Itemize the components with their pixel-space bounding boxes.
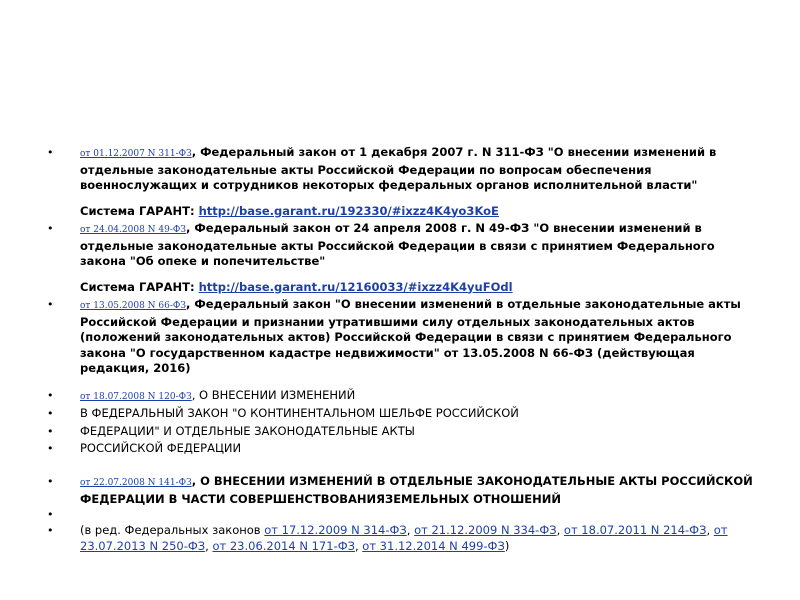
amendment-link[interactable]: от 31.12.2014 N 499-ФЗ	[362, 538, 505, 553]
list-item	[47, 145, 760, 219]
amendment-link[interactable]: от 18.07.2011 N 214-ФЗ	[563, 523, 707, 537]
bullet-icon: •	[47, 407, 54, 420]
law-text: Федеральный закон от 24 апреля 2008 г. N 49-ФЗ "О внесении изменений в отдельные законодательные акты Российской Федерации в связи с принятием Федерального закона "Об опеке и попечительстве"	[80, 221, 715, 268]
list-item	[47, 388, 760, 406]
system-label: Система ГАРАНТ:	[80, 279, 199, 294]
list-item	[47, 474, 760, 507]
bullet-icon: •	[47, 425, 54, 438]
list-item	[47, 424, 760, 440]
law-ref-link[interactable]: от 13.05.2008 N 66-ФЗ	[80, 301, 186, 311]
bullet-icon: •	[47, 524, 54, 537]
amendment-link[interactable]: от 17.12.2009 N 314-ФЗ	[264, 523, 407, 537]
law-ref-link[interactable]: от 01.12.2007 N 311-ФЗ	[80, 149, 192, 159]
separator: ,	[185, 221, 195, 235]
law-ref-link[interactable]: от 24.04.2008 N 49-ФЗ	[80, 225, 186, 235]
amendments-suffix: )	[504, 538, 510, 553]
separator: ,	[191, 145, 201, 159]
law-text: ФЕДЕРАЦИИ" И ОТДЕЛЬНЫЕ ЗАКОНОДАТЕЛЬНЫЕ АКТЫ	[80, 424, 415, 438]
law-text: В ФЕДЕРАЛЬНЫЙ ЗАКОН "О КОНТИНЕНТАЛЬНОМ ШЕЛЬФЕ РОССИЙСКОЙ	[80, 406, 519, 420]
law-ref-link[interactable]: от 22.07.2008 N 141-ФЗ	[80, 478, 192, 488]
garant-url-link[interactable]: http://base.garant.ru/12160033/#ixzz4K4yuFOdl	[198, 279, 513, 294]
law-text: Федеральный закон "О внесении изменений в отдельные законодательные акты Российской Федерации и признании утратившими силу отдельных законодательных актов (положений законодательных актов) Российской Федерации в связи с принятием Федерального закона "О государственном кадастре недвижимости" от 13.05.2008 N 66-ФЗ (действующая редакция, 2016)	[80, 297, 741, 375]
list-item	[47, 406, 760, 422]
bullet-icon: •	[47, 442, 54, 455]
bullet-icon: •	[47, 298, 54, 311]
separator: ,	[354, 538, 363, 553]
amendment-link[interactable]: от 21.12.2009 N 334-ФЗ	[414, 523, 557, 537]
list-item	[47, 523, 760, 554]
separator: ,	[191, 388, 199, 402]
amendments-prefix: (в ред. Федеральных законов	[80, 523, 265, 537]
bullet-icon: •	[47, 508, 54, 521]
list-item	[47, 441, 760, 457]
law-text: Федеральный закон от 1 декабря 2007 г. N 311-ФЗ "О внесении изменений в отдельные законодательные акты Российской Федерации по вопросам обеспечения военнослужащих и сотрудников некоторых федеральных органов исполнительной власти"	[80, 145, 717, 192]
bullet-icon: •	[47, 389, 54, 402]
system-label: Система ГАРАНТ:	[80, 203, 199, 218]
amendment-link[interactable]: от 23.06.2014 N 171-ФЗ	[212, 538, 355, 553]
bullet-icon: •	[47, 146, 54, 159]
law-text: О ВНЕСЕНИИ ИЗМЕНЕНИЙ	[199, 388, 356, 402]
separator: ,	[706, 523, 714, 537]
law-text: РОССИЙСКОЙ ФЕДЕРАЦИИ	[80, 441, 242, 455]
list-item	[47, 221, 760, 295]
law-text: О ВНЕСЕНИИ ИЗМЕНЕНИЙ В ОТДЕЛЬНЫЕ ЗАКОНОДАТЕЛЬНЫЕ АКТЫ РОССИЙСКОЙ ФЕДЕРАЦИИ В ЧАСТИ СОВЕРШЕНСТВОВАНИЯЗЕМЕЛЬНЫХ ОТНОШЕНИЙ	[80, 474, 753, 506]
law-ref-link[interactable]: от 18.07.2008 N 120-ФЗ	[80, 392, 192, 402]
bullet-icon: •	[47, 475, 54, 488]
list-item	[47, 297, 760, 377]
separator: ,	[205, 538, 213, 553]
amendment-link[interactable]: от 23.07.2013 N 250-ФЗ	[80, 523, 728, 553]
separator: ,	[556, 523, 564, 537]
separator: ,	[191, 474, 201, 488]
separator: ,	[406, 523, 415, 537]
bullet-icon: •	[47, 222, 54, 235]
garant-url-link[interactable]: http://base.garant.ru/192330/#ixzz4K4yo3KoE	[198, 203, 499, 218]
separator: ,	[185, 297, 195, 311]
